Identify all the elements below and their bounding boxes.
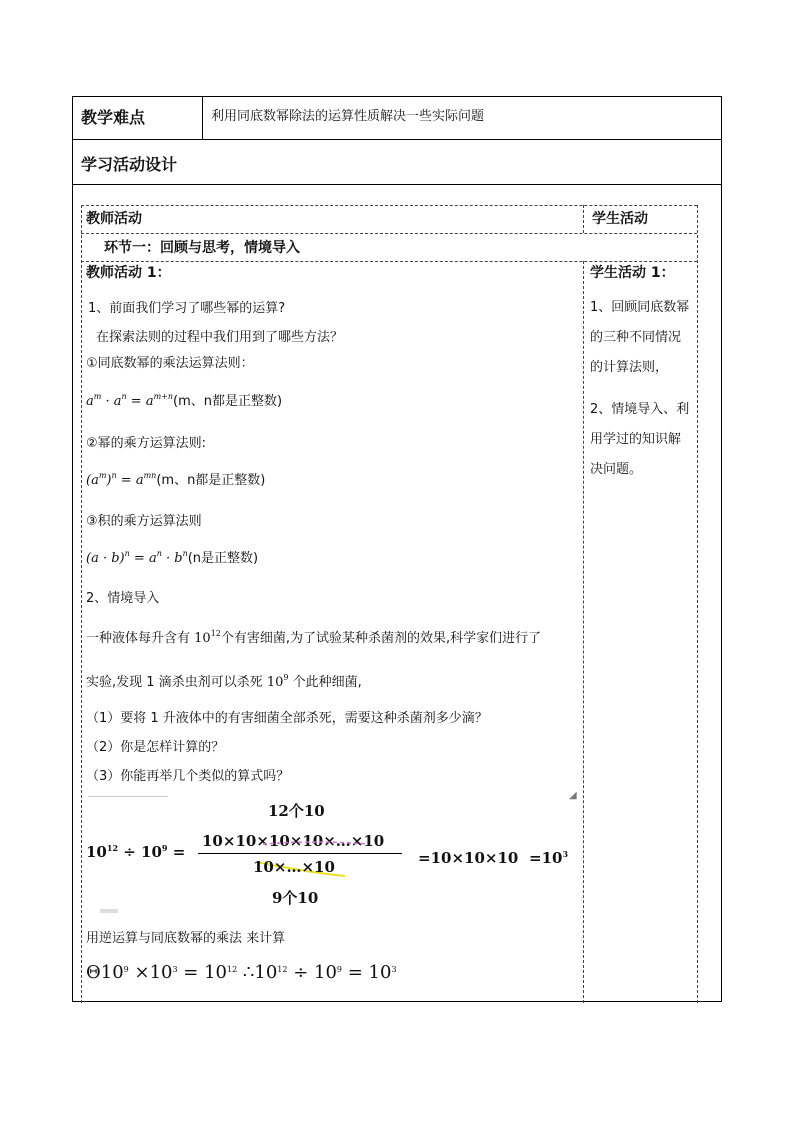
- rule-3-title: ③积的乘方运算法则: [86, 514, 202, 529]
- inner-border-left: [81, 205, 698, 1003]
- student-line-4: 2、情境导入、利: [590, 402, 690, 417]
- divider-header: [81, 233, 697, 234]
- student-line-3: 的计算法则，: [590, 360, 669, 375]
- intro-p2-start: 实验,发现 1 滴杀虫剂可以杀死: [86, 675, 263, 690]
- section-heading: 环节一：回顾与思考，情境导入: [104, 240, 300, 256]
- student-line-6: 决问题。: [590, 462, 643, 477]
- reverse-note: 用逆运算与同底数幂的乘法 来计算: [86, 931, 286, 946]
- calc-lhs: $10^{12} \div 10^9$ =: [86, 843, 186, 861]
- rule-2-condition: (m、n都是正整数): [156, 473, 266, 488]
- student-line-5: 用学过的知识解: [590, 432, 682, 447]
- inner-border-top: [81, 205, 697, 206]
- small-mark: [100, 909, 118, 913]
- difficulty-row: [73, 97, 721, 140]
- student-column-header: 学生活动: [592, 211, 648, 227]
- figure-top-line: [88, 796, 168, 797]
- rule-2-formula: $(a^m)^n = a^{mn}(m$、n都是正整数): [86, 471, 266, 488]
- sub-question-3: （3）你能再举几个类似的算式吗？: [86, 769, 290, 784]
- question-1b: 在探索法则的过程中我们用到了哪些方法？: [96, 330, 344, 345]
- difficulty-value: 利用同底数幂除法的运算性质解决一些实际问题: [211, 109, 485, 124]
- calc-result-1: =10×10×10: [418, 849, 519, 867]
- inner-border-right: [697, 205, 698, 1003]
- divider-col-top: [583, 205, 584, 233]
- rule-1-formula: $a^m \cdot a^n = a^{m+n}(m$、n都是正整数): [86, 392, 283, 409]
- rule-3-formula: $(a \cdot b)^n = a^n \cdot b^n(n$是正整数): [86, 549, 259, 566]
- design-heading: 学习活动设计: [73, 139, 721, 185]
- calc-denominator: 10×…×10: [253, 858, 335, 876]
- intro-p2-end: 个此种细菌,: [292, 675, 362, 690]
- intro-paragraph-1: 一种液体每升含有 $10^{12}$个有害细菌,为了试验某种杀菌剂的效果,科学家们进行了: [86, 629, 542, 646]
- sub-question-1: （1）要将 1 升液体中的有害细菌全部杀死，需要这种杀菌剂多少滴？: [86, 711, 488, 726]
- rule-1-title: ①同底数幂的乘法运算法则：: [86, 356, 254, 371]
- rule-2-title: ②幂的乘方运算法则:: [86, 436, 207, 451]
- student-line-2: 的三种不同情况: [590, 330, 682, 345]
- calc-bottom-label: 9个10: [272, 889, 319, 907]
- calc-top-label: 12个10: [268, 802, 325, 820]
- intro-p1-start: 一种液体每升含有: [86, 631, 191, 646]
- difficulty-label: 教学难点: [73, 97, 203, 139]
- rule-3-condition: (n是正整数): [187, 551, 259, 566]
- divider-col: [583, 261, 584, 1003]
- rule-1-condition: (m、n都是正整数): [173, 394, 283, 409]
- student-line-1: 1、回顾同底数幂: [590, 300, 690, 315]
- calc-numerator: 10×10×10×10×…×10: [202, 832, 385, 850]
- calc-result-2-base: =10: [529, 849, 563, 867]
- teacher-column-header: 教师活动: [86, 211, 142, 227]
- student-activity-title: 学生活动 1：: [590, 265, 675, 281]
- intro-p1-end: 个有害细菌,为了试验某种杀菌剂的效果,科学家们进行了: [220, 631, 542, 646]
- sub-question-2: （2）你是怎样计算的？: [86, 740, 225, 755]
- intro-title: 2、情境导入: [86, 591, 160, 606]
- final-equation: $\Theta 10^9 \times 10^3 = 10^{12}$ $\therefore 10^{12} \div 10^9 = 10^3$: [86, 962, 397, 983]
- question-1: 1、前面我们学习了哪些幂的运算?: [88, 301, 286, 316]
- calc-result-2: $=10^3$: [529, 849, 569, 867]
- teacher-activity-title: 教师活动 1：: [86, 265, 171, 281]
- resize-mark-icon: ◢: [569, 790, 577, 801]
- intro-paragraph-2: 实验,发现 1 滴杀虫剂可以杀死 $10^9$ 个此种细菌,: [86, 673, 362, 690]
